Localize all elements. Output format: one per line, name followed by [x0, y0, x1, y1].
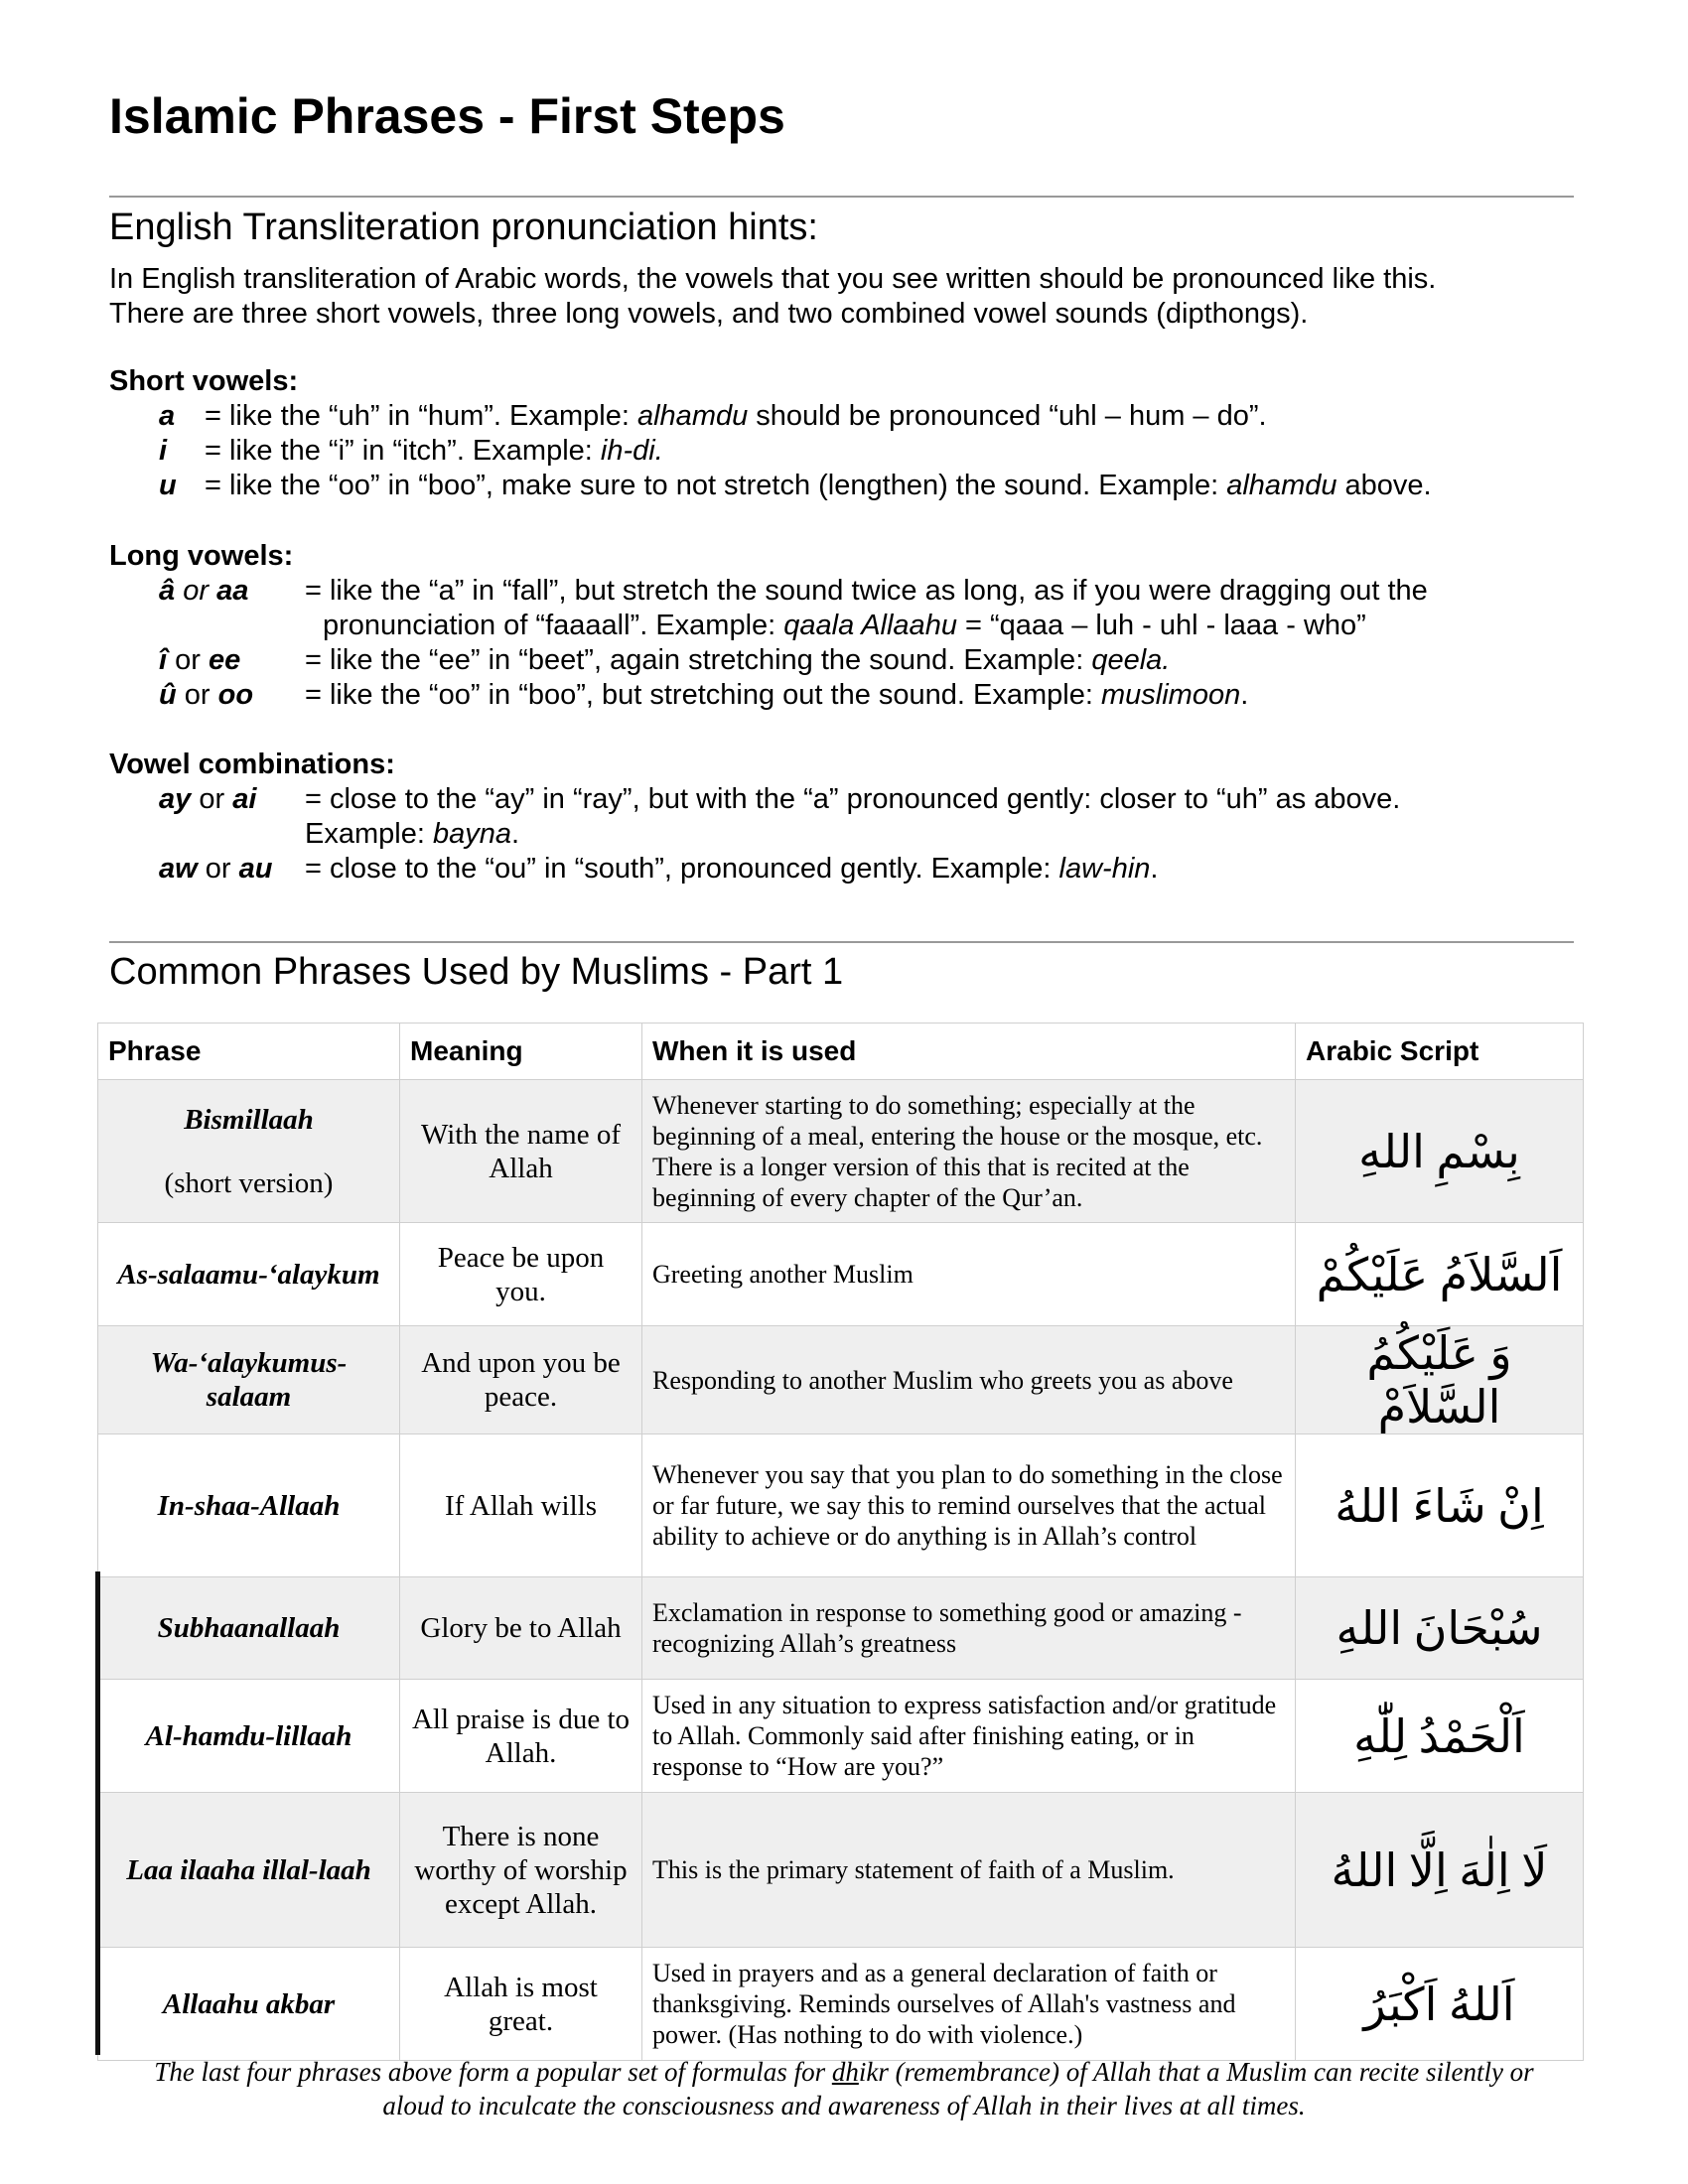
phrase-cell: Bismillaah (short version) — [98, 1080, 400, 1223]
example-word: alhamdu — [636, 400, 749, 432]
dhikr-group-marker — [95, 1571, 100, 2055]
vowel-definition: = close to the “ay” in “ray”, but with the “a” pronounced gently: closer to “uh” as above. — [305, 783, 1401, 815]
arabic-cell: سُبْحَانَ اللهِ — [1296, 1577, 1584, 1680]
footnote-line-2: aloud to inculcate the consciousness and awareness of Allah in their lives at all times. — [382, 2091, 1306, 2120]
phrase-cell: Allaahu akbar — [98, 1948, 400, 2061]
footnote-underlined: dh — [831, 2057, 859, 2087]
usage-cell: Exclamation in response to something good or amazing - recognizing Allah’s greatness — [642, 1577, 1296, 1680]
vowel-definition: = like the “ee” in “beet”, again stretching the sound. Example: qeela. — [305, 644, 1171, 676]
meaning-cell: If Allah wills — [400, 1434, 642, 1577]
meaning-cell: Glory be to Allah — [400, 1577, 642, 1680]
footnote — [109, 2055, 1579, 2122]
long-vowels-label: Long vowels: — [109, 540, 294, 572]
phrase-cell: Al-hamdu-lillaah — [98, 1680, 400, 1793]
section-heading-phrases: Common Phrases Used by Muslims - Part 1 — [109, 951, 844, 993]
intro-line-1: In English transliteration of Arabic words, the vowels that you see written should be pronounced like this. — [109, 263, 1437, 295]
phrase-note: (short version) — [164, 1166, 334, 1199]
meaning-cell: There is none worthy of worship except Allah. — [400, 1793, 642, 1948]
arabic-cell: اَلْحَمْدُ لِلّٰهِ — [1296, 1680, 1584, 1793]
table-row — [98, 1223, 1584, 1326]
short-vowels-label: Short vowels: — [109, 365, 299, 397]
usage-cell: Whenever starting to do something; especially at the beginning of a meal, entering the house or the mosque, etc. There is a longer version of this that is recited at the beginning of every chapter of the Qur’an. — [642, 1080, 1296, 1223]
example-word: bayna — [432, 818, 511, 850]
example-word: qeela. — [1091, 644, 1171, 676]
vowel-definition-cont: pronunciation of “faaaall”. Example: qaala Allaahu = “qaaa – luh - uhl - laaa - who” — [323, 610, 1366, 641]
vowel-key: i — [159, 435, 168, 467]
column-header-arabic: Arabic Script — [1296, 1024, 1584, 1080]
column-header-phrase: Phrase — [98, 1024, 400, 1080]
vowel-definition: = like the “uh” in “hum”. Example: alhamdu should be pronounced “uhl – hum – do”. — [205, 400, 1267, 432]
phrase-cell: Subhaanallaah — [98, 1577, 400, 1680]
vowel-definition: = like the “oo” in “boo”, but stretching out the sound. Example: muslimoon. — [305, 679, 1249, 711]
meaning-cell: All praise is due to Allah. — [400, 1680, 642, 1793]
usage-cell: Used in any situation to express satisfaction and/or gratitude to Allah. Commonly said after finishing eating, or in response to “How are you?” — [642, 1680, 1296, 1793]
intro-line-2: There are three short vowels, three long vowels, and two combined vowel sounds (dipthongs). — [109, 298, 1309, 330]
intro-paragraph — [109, 262, 1579, 332]
arabic-cell: بِسْمِ اللهِ — [1296, 1080, 1584, 1223]
example-word: muslimoon — [1100, 679, 1241, 711]
phrase-cell: Laa ilaaha illal-laah — [98, 1793, 400, 1948]
usage-cell: Used in prayers and as a general declaration of faith or thanksgiving. Reminds ourselves of Allah's vastness and power. (Has nothing to do with violence.) — [642, 1948, 1296, 2061]
footnote-line-1: The last four phrases above form a popular set of formulas for dhikr (remembrance) of Allah that a Muslim can recite silently or — [154, 2057, 1534, 2087]
arabic-cell: وَ عَلَيْكُمُ السَّلاَمْ — [1296, 1326, 1584, 1434]
meaning-cell: Allah is most great. — [400, 1948, 642, 2061]
divider — [109, 196, 1574, 198]
phrases-table — [97, 1023, 1584, 2061]
table-row — [98, 1948, 1584, 2061]
table-row — [98, 1680, 1584, 1793]
table-row — [98, 1434, 1584, 1577]
table-row — [98, 1326, 1584, 1434]
vowel-definition: = like the “oo” in “boo”, make sure to not stretch (lengthen) the sound. Example: alhamdu above. — [205, 470, 1432, 501]
vowel-combinations-label: Vowel combinations: — [109, 749, 395, 780]
column-header-meaning: Meaning — [400, 1024, 642, 1080]
arabic-cell: لَا اِلٰهَ اِلَّا اللهُ — [1296, 1793, 1584, 1948]
table-row — [98, 1793, 1584, 1948]
column-header-when: When it is used — [642, 1024, 1296, 1080]
phrase-cell: In-shaa-Allaah — [98, 1434, 400, 1577]
vowel-definition: = like the “i” in “itch”. Example: ih-di. — [205, 435, 663, 467]
vowel-definition: = close to the “ou” in “south”, pronounced gently. Example: law-hin. — [305, 853, 1159, 885]
meaning-cell: Peace be upon you. — [400, 1223, 642, 1326]
arabic-cell: اَلسَّلاَمُ عَلَيْكُمْ — [1296, 1223, 1584, 1326]
page-title: Islamic Phrases - First Steps — [109, 88, 785, 144]
vowel-key: aw or au — [159, 853, 273, 885]
vowel-key: a — [159, 400, 176, 432]
vowel-key: â or aa — [159, 575, 249, 607]
table-row — [98, 1577, 1584, 1680]
meaning-cell: With the name of Allah — [400, 1080, 642, 1223]
phrase-cell: Wa-‘alaykumus-salaam — [98, 1326, 400, 1434]
section-heading-hints: English Transliteration pronunciation hints: — [109, 206, 818, 248]
phrase-cell: As-salaamu-‘alaykum — [98, 1223, 400, 1326]
usage-cell: Whenever you say that you plan to do something in the close or far future, we say this to remind ourselves that the actual ability to achieve or do anything is in Allah’s control — [642, 1434, 1296, 1577]
example-word: qaala Allaahu — [783, 610, 957, 641]
vowel-key: î or ee — [159, 644, 241, 676]
usage-cell: Greeting another Muslim — [642, 1223, 1296, 1326]
vowel-definition: = like the “a” in “fall”, but stretch the sound twice as long, as if you were dragging out the — [305, 575, 1428, 607]
vowel-definition-cont: Example: bayna. — [305, 818, 520, 850]
example-word: ih-di. — [600, 435, 663, 467]
vowel-key: u — [159, 470, 177, 501]
vowel-key: û or oo — [159, 679, 254, 711]
vowel-key: ay or ai — [159, 783, 257, 815]
table-row — [98, 1080, 1584, 1223]
usage-cell: This is the primary statement of faith of a Muslim. — [642, 1793, 1296, 1948]
arabic-cell: اِنْ شَاءَ اللهُ — [1296, 1434, 1584, 1577]
divider — [109, 941, 1574, 943]
example-word: alhamdu — [1226, 470, 1337, 501]
usage-cell: Responding to another Muslim who greets you as above — [642, 1326, 1296, 1434]
example-word: law-hin — [1058, 853, 1151, 885]
arabic-cell: اَللهُ اَكْبَرُ — [1296, 1948, 1584, 2061]
table-header-row — [98, 1024, 1584, 1080]
meaning-cell: And upon you be peace. — [400, 1326, 642, 1434]
